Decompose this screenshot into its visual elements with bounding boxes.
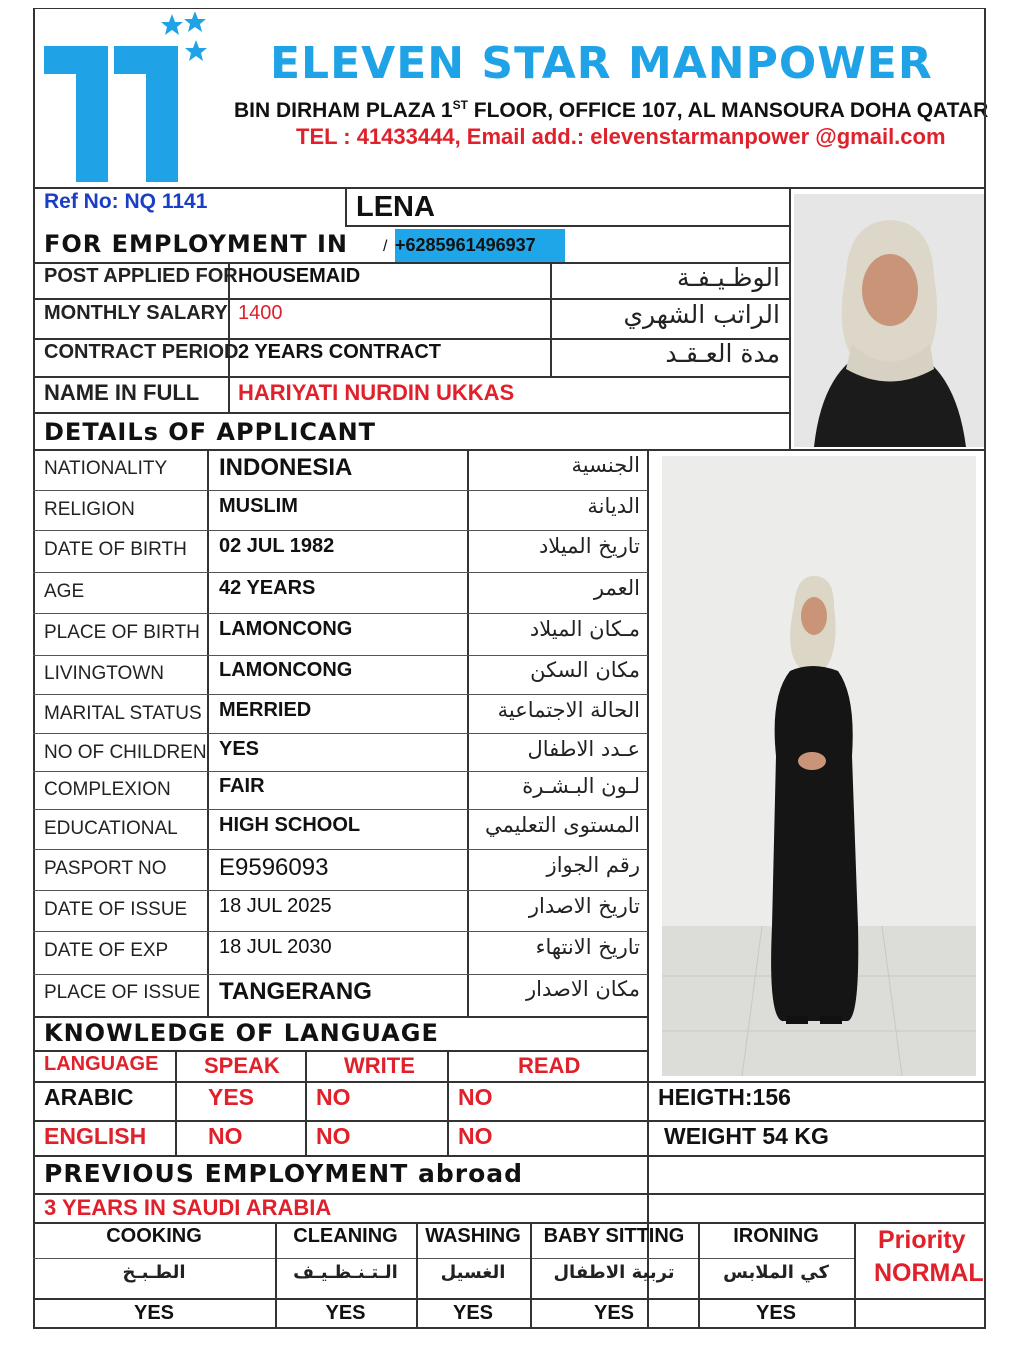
skill-name: CLEANING: [293, 1225, 398, 1247]
lang-english-speak: NO: [208, 1123, 243, 1149]
detail-value: HIGH SCHOOL: [219, 814, 361, 836]
detail-arabic-label: العمر: [593, 576, 640, 600]
skill-value: YES: [755, 1302, 797, 1324]
employment-value: HOUSEMAID: [238, 265, 361, 287]
detail-arabic-label: تاريخ الاصدار: [528, 894, 640, 918]
employment-arabic-label: الوظـيـفـة: [677, 263, 780, 292]
detail-label: NO OF CHILDREN: [44, 742, 207, 763]
person-fullbody-icon: [662, 456, 976, 1076]
detail-arabic-label: مكان السكن: [530, 658, 640, 682]
lang-arabic-speak: YES: [208, 1084, 255, 1110]
lang-header-language: LANGUAGE: [44, 1053, 159, 1075]
eleven-logo-icon: [42, 12, 222, 182]
full-name-value: HARIYATI NURDIN UKKAS: [238, 380, 515, 405]
skill-arabic-name: الغسيل: [440, 1262, 506, 1283]
detail-arabic-label: الحالة الاجتماعية: [497, 698, 640, 722]
company-address: [234, 98, 988, 123]
detail-label: PLACE OF ISSUE: [44, 982, 201, 1003]
detail-value: MUSLIM: [219, 495, 298, 517]
skill-value: YES: [325, 1302, 366, 1324]
phone-number: +6285961496937: [395, 229, 565, 262]
detail-arabic-label: مكان الاصدار: [526, 977, 640, 1001]
lang-header-read: READ: [518, 1053, 581, 1078]
detail-value: YES: [219, 738, 260, 760]
detail-label: COMPLEXION: [44, 779, 171, 800]
address-text: BIN DIRHAM PLAZA 1: [234, 99, 453, 122]
skill-arabic-name: الطـبـخ: [122, 1262, 186, 1283]
employment-label: POST APPLIED FOR: [44, 265, 238, 287]
detail-label: DATE OF BIRTH: [44, 539, 187, 560]
detail-value: 02 JUL 1982: [219, 535, 335, 557]
detail-label: NATIONALITY: [44, 458, 168, 479]
phone-separator: /: [383, 238, 388, 255]
detail-label: PLACE OF BIRTH: [44, 622, 200, 643]
detail-arabic-label: لـون البـشـرة: [522, 774, 640, 798]
skill-name: IRONING: [733, 1225, 819, 1247]
person-portrait-icon: [794, 194, 984, 447]
detail-label: AGE: [44, 581, 85, 602]
header: [0, 0, 1028, 190]
passport-photo: [794, 194, 984, 447]
detail-value: MERRIED: [219, 699, 312, 721]
detail-arabic-label: عـدد الاطفال: [527, 737, 640, 761]
previous-employment-title: PREVIOUS EMPLOYMENT abroad: [44, 1159, 524, 1188]
detail-label: EDUCATIONAL: [44, 818, 178, 839]
skill-value: YES: [133, 1302, 175, 1324]
company-name: ELEVEN STAR MANPOWER: [270, 38, 933, 89]
detail-value: 18 JUL 2030: [219, 936, 332, 958]
language-title: KNOWLEDGE OF LANGUAGE: [44, 1019, 439, 1047]
employment-title: FOR EMPLOYMENT IN: [44, 230, 348, 258]
address-sup: ST: [452, 98, 468, 112]
full-name-label: NAME IN FULL: [44, 380, 200, 405]
lang-header-speak: SPEAK: [204, 1053, 280, 1078]
detail-value: E9596093: [219, 854, 329, 881]
weight-value: WEIGHT 54 KG: [664, 1123, 829, 1149]
priority-value: NORMAL: [874, 1259, 984, 1287]
detail-label: LIVINGTOWN: [44, 663, 164, 684]
skill-value: YES: [452, 1302, 494, 1324]
skill-value: YES: [593, 1302, 635, 1324]
lang-english: ENGLISH: [44, 1123, 147, 1149]
detail-arabic-label: رقم الجواز: [546, 853, 640, 877]
company-contact: TEL : 41433444, Email add.: elevenstarmanpower @gmail.com: [296, 124, 946, 149]
detail-value: LAMONCONG: [219, 659, 353, 681]
detail-arabic-label: تاريخ الميلاد: [538, 534, 640, 558]
address-text-2: FLOOR, OFFICE 107, AL MANSOURA DOHA QATAR: [467, 99, 989, 122]
detail-value: 42 YEARS: [219, 577, 316, 599]
detail-value: 18 JUL 2025: [219, 895, 332, 917]
priority-label: Priority: [878, 1226, 966, 1254]
logo: [42, 12, 222, 182]
skill-name: COOKING: [106, 1225, 202, 1247]
details-title: DETAILs OF APPLICANT: [44, 418, 377, 446]
detail-label: RELIGION: [44, 499, 135, 520]
detail-arabic-label: المستوى التعليمي: [484, 813, 640, 837]
skill-arabic-name: كي الملابس: [723, 1262, 829, 1283]
skill-name: WASHING: [425, 1225, 521, 1247]
detail-arabic-label: تاريخ الانتهاء: [535, 935, 640, 959]
lang-header-write: WRITE: [344, 1053, 415, 1078]
detail-label: DATE OF ISSUE: [44, 899, 188, 920]
detail-label: MARITAL STATUS: [44, 703, 202, 724]
detail-arabic-label: مـكان الميلاد: [529, 617, 640, 641]
detail-value: INDONESIA: [219, 454, 353, 481]
detail-value: LAMONCONG: [219, 618, 353, 640]
employment-label: MONTHLY SALARY: [44, 302, 228, 324]
lang-english-write: NO: [316, 1123, 351, 1149]
employment-value: 1400: [238, 302, 283, 324]
full-body-photo: [662, 456, 976, 1076]
skill-arabic-name: تربية الاطفال: [553, 1262, 675, 1283]
employment-value: 2 YEARS CONTRACT: [238, 341, 441, 363]
detail-arabic-label: الديانة: [587, 494, 640, 518]
previous-employment-value: 3 YEARS IN SAUDI ARABIA: [44, 1195, 332, 1220]
lang-arabic: ARABIC: [44, 1084, 134, 1110]
detail-value: FAIR: [219, 775, 265, 797]
detail-label: PASPORT NO: [44, 858, 167, 879]
employment-label: CONTRACT PERIOD: [44, 341, 239, 363]
height-value: HEIGTH:156: [658, 1084, 791, 1110]
detail-label: DATE OF EXP: [44, 940, 169, 961]
ref-number: Ref No: NQ 1141: [44, 190, 208, 213]
skill-name: BABY SITTING: [543, 1225, 685, 1247]
lang-arabic-read: NO: [458, 1084, 493, 1110]
skill-arabic-name: الـتـنـظـيـف: [293, 1262, 398, 1283]
detail-value: TANGERANG: [219, 978, 372, 1005]
detail-arabic-label: الجنسية: [571, 453, 640, 477]
lang-english-read: NO: [458, 1123, 493, 1149]
lang-arabic-write: NO: [316, 1084, 351, 1110]
nick-name: LENA: [356, 191, 435, 223]
employment-arabic-label: مدة العـقـد: [665, 339, 780, 368]
employment-arabic-label: الراتب الشهري: [623, 300, 780, 329]
